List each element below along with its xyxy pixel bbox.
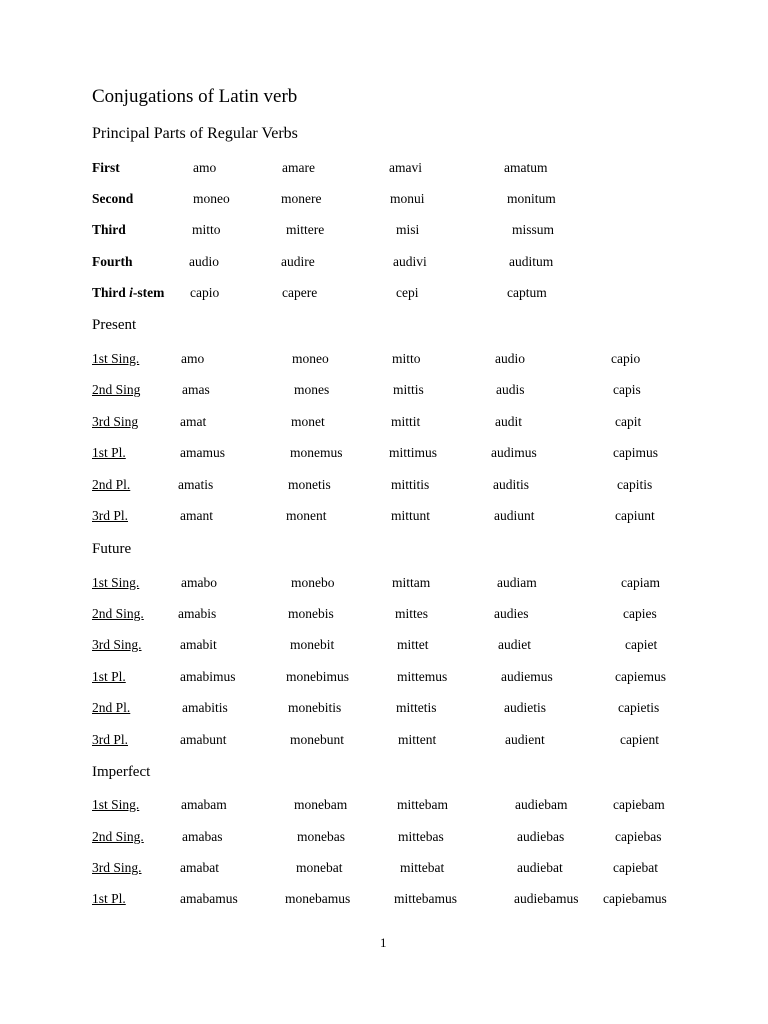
table-cell: audis	[496, 382, 525, 397]
table-cell: audio	[495, 351, 525, 366]
row-label: 2nd Sing.	[92, 606, 144, 621]
table-cell: missum	[512, 222, 555, 237]
table-cell: audire	[281, 254, 315, 269]
row-label: 1st Sing.	[92, 351, 140, 366]
table-cell: monemus	[290, 445, 343, 460]
row-label: 2nd Sing.	[92, 829, 144, 844]
table-cell: capitis	[617, 477, 653, 492]
table-cell: mittet	[397, 637, 429, 652]
table-cell: mittemus	[397, 669, 448, 684]
table-cell: capis	[613, 382, 641, 397]
table-cell: capietis	[618, 700, 660, 715]
table-cell: capio	[611, 351, 641, 366]
table-cell: amabo	[181, 575, 217, 590]
table-cell: capit	[615, 414, 642, 429]
table-cell: misi	[396, 222, 420, 237]
table-cell: amabat	[180, 860, 219, 875]
table-cell: capies	[623, 606, 657, 621]
table-cell: monitum	[507, 191, 556, 206]
table-cell: audietis	[504, 700, 546, 715]
table-cell: audiet	[498, 637, 531, 652]
table-cell: mittere	[286, 222, 325, 237]
table-cell: audiemus	[501, 669, 553, 684]
row-label: 3rd Sing.	[92, 860, 142, 875]
table-cell: mittebas	[398, 829, 444, 844]
row-label: Second	[92, 191, 134, 206]
row-label: 1st Pl.	[92, 891, 126, 906]
row-label: Third	[92, 222, 126, 237]
table-cell: mittit	[391, 414, 421, 429]
table-cell: amabamus	[180, 891, 238, 906]
table-cell: amamus	[180, 445, 225, 460]
table-cell: mittent	[398, 732, 437, 747]
row-label: 2nd Pl.	[92, 477, 131, 492]
table-cell: monent	[286, 508, 327, 523]
table-cell: amo	[181, 351, 205, 366]
table-cell: capiebat	[613, 860, 658, 875]
table-cell: cepi	[396, 285, 419, 300]
table-cell: mittimus	[389, 445, 438, 460]
table-cell: capere	[282, 285, 318, 300]
table-cell: monebitis	[288, 700, 342, 715]
row-label: 2nd Sing	[92, 382, 141, 397]
row-label: 3rd Sing.	[92, 637, 142, 652]
table-cell: monetis	[288, 477, 331, 492]
table-cell: amas	[182, 382, 210, 397]
table-cell: amabunt	[180, 732, 227, 747]
table-cell: monebit	[290, 637, 335, 652]
table-cell: capio	[190, 285, 220, 300]
row-label: 3rd Pl.	[92, 508, 129, 523]
table-cell: amat	[180, 414, 207, 429]
table-cell: audio	[189, 254, 219, 269]
row-label: 3rd Pl.	[92, 732, 129, 747]
table-cell: mittis	[393, 382, 424, 397]
page-title: Conjugations of Latin verb	[92, 86, 298, 107]
table-cell: audimus	[491, 445, 537, 460]
table-cell: monebat	[296, 860, 343, 875]
row-label: 3rd Sing	[92, 414, 139, 429]
table-cell: amabitis	[182, 700, 228, 715]
table-cell: monui	[390, 191, 425, 206]
table-cell: monebas	[297, 829, 345, 844]
row-label: 2nd Pl.	[92, 700, 131, 715]
table-cell: amare	[282, 160, 315, 175]
table-cell: mones	[294, 382, 330, 397]
table-cell: mittebam	[397, 797, 448, 812]
table-cell: audient	[505, 732, 545, 747]
row-label: Fourth	[92, 254, 133, 269]
table-cell: mittes	[395, 606, 428, 621]
table-cell: capiunt	[615, 508, 655, 523]
row-label: 1st Pl.	[92, 669, 126, 684]
row-label: First	[92, 160, 120, 175]
table-cell: mitto	[392, 351, 421, 366]
table-cell: audit	[495, 414, 522, 429]
table-cell: monebamus	[285, 891, 351, 906]
table-cell: amant	[180, 508, 213, 523]
page-number: 1	[380, 935, 387, 950]
table-cell: monebimus	[286, 669, 349, 684]
table-cell: mitto	[192, 222, 221, 237]
table-cell: monebis	[288, 606, 334, 621]
table-cell: monebo	[291, 575, 335, 590]
table-cell: mittetis	[396, 700, 437, 715]
table-cell: amabis	[178, 606, 217, 621]
table-cell: capiebam	[613, 797, 665, 812]
table-cell: captum	[507, 285, 547, 300]
table-cell: moneo	[292, 351, 329, 366]
section-heading-imperfect: Imperfect	[92, 764, 151, 780]
table-cell: capiet	[625, 637, 658, 652]
table-cell: capient	[620, 732, 659, 747]
section-heading-future: Future	[92, 541, 132, 557]
table-cell: audiebamus	[514, 891, 579, 906]
table-cell: mittam	[392, 575, 431, 590]
table-cell: capiebamus	[603, 891, 667, 906]
table-cell: audiebam	[515, 797, 568, 812]
table-cell: auditum	[509, 254, 554, 269]
row-label: 1st Sing.	[92, 575, 140, 590]
table-cell: amabam	[181, 797, 227, 812]
table-cell: audiebas	[517, 829, 565, 844]
table-cell: monebam	[294, 797, 348, 812]
table-cell: audiunt	[494, 508, 535, 523]
table-cell: monere	[281, 191, 322, 206]
table-cell: capiam	[621, 575, 660, 590]
table-cell: mittitis	[391, 477, 430, 492]
table-cell: amo	[193, 160, 217, 175]
table-cell: auditis	[493, 477, 529, 492]
table-cell: mittebat	[400, 860, 445, 875]
table-cell: audies	[494, 606, 529, 621]
table-cell: capiebas	[615, 829, 662, 844]
table-cell: amatum	[504, 160, 548, 175]
table-cell: amavi	[389, 160, 422, 175]
table-cell: amabimus	[180, 669, 236, 684]
table-cell: amabit	[180, 637, 217, 652]
table-cell: audiam	[497, 575, 537, 590]
table-cell: capimus	[613, 445, 658, 460]
table-cell: audivi	[393, 254, 427, 269]
table-cell: mittebamus	[394, 891, 457, 906]
table-cell: amatis	[178, 477, 214, 492]
row-label: 1st Sing.	[92, 797, 140, 812]
table-cell: monebunt	[290, 732, 344, 747]
table-cell: audiebat	[517, 860, 563, 875]
table-cell: moneo	[193, 191, 230, 206]
table-cell: mittunt	[391, 508, 431, 523]
table-cell: capiemus	[615, 669, 666, 684]
row-label-third-i-stem: Third i-stem	[92, 285, 165, 300]
principal-parts-heading: Principal Parts of Regular Verbs	[92, 125, 298, 142]
table-cell: monet	[291, 414, 325, 429]
row-label: 1st Pl.	[92, 445, 126, 460]
section-heading-present: Present	[92, 317, 137, 333]
table-cell: amabas	[182, 829, 223, 844]
